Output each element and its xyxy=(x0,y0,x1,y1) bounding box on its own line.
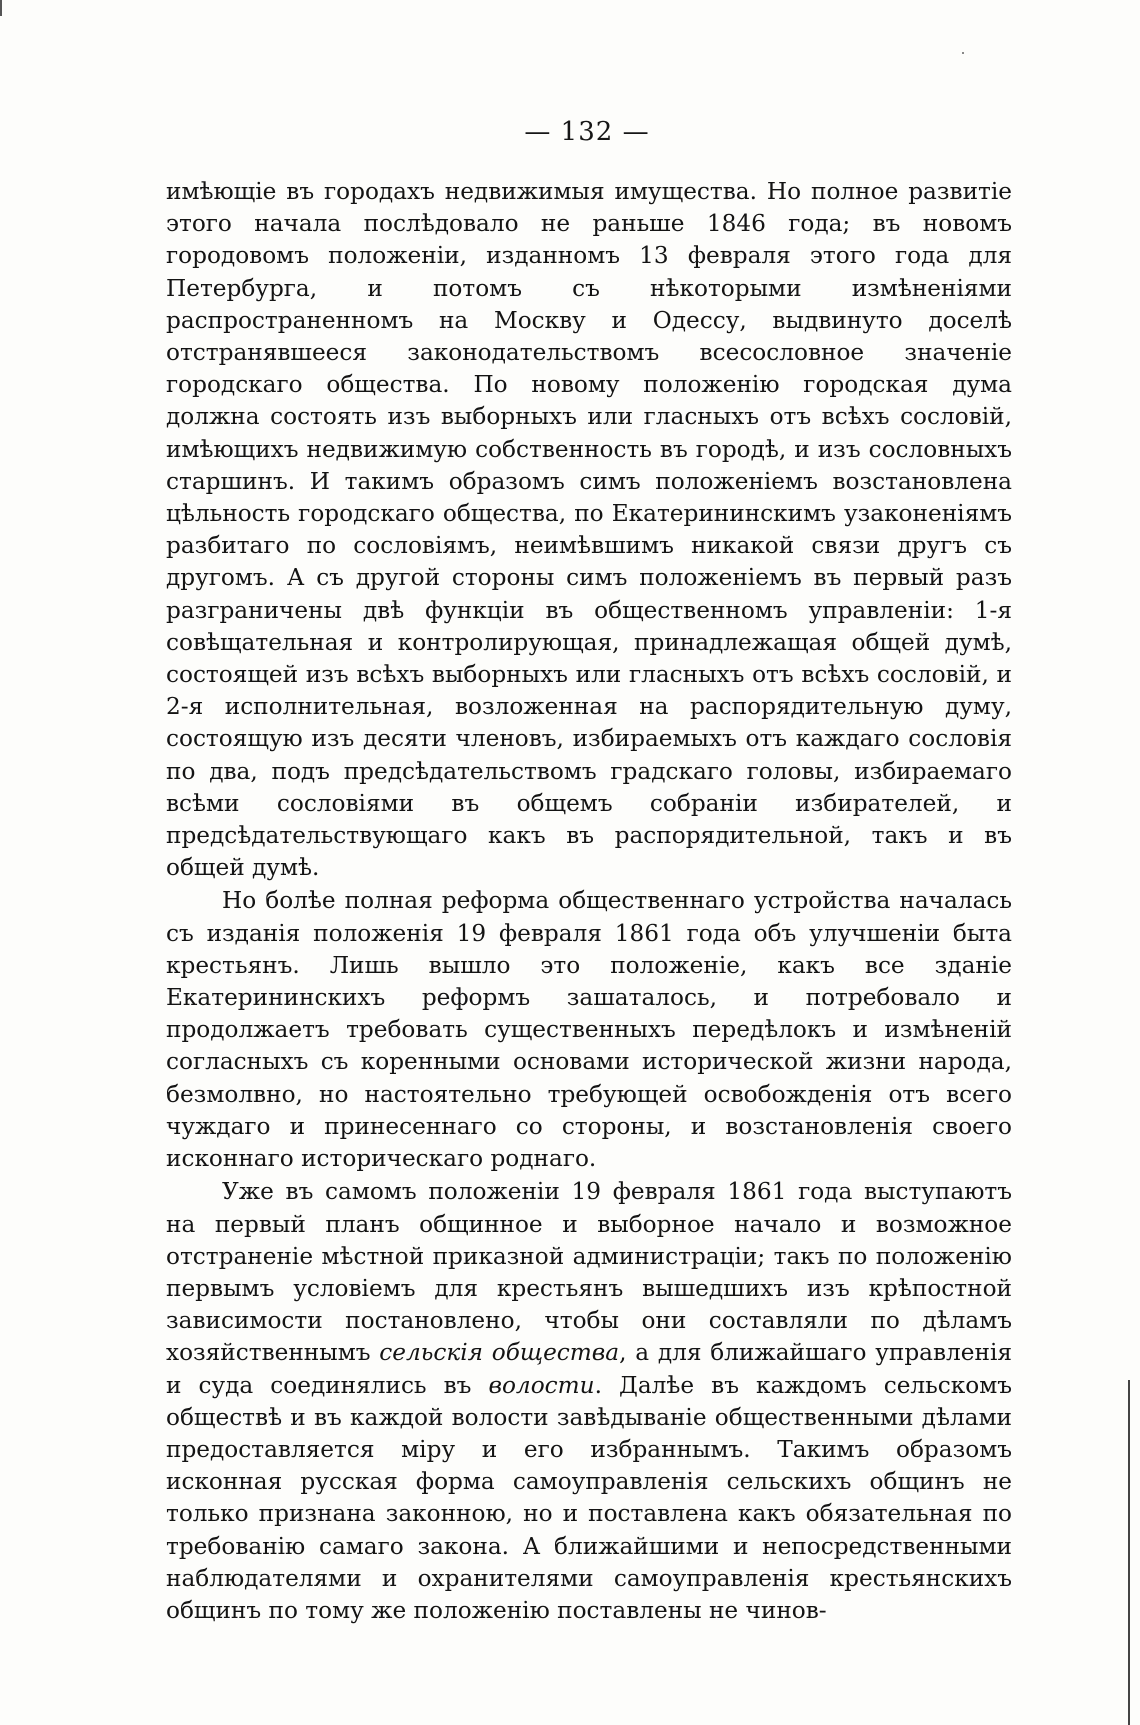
page-number: — 132 — xyxy=(524,117,650,147)
binding-edge-line xyxy=(1128,1380,1130,1725)
italic-term: сельскія общества xyxy=(379,1339,620,1367)
text-segment: имѣющіе въ городахъ недвижимыя имущества. Но полное развитіе этого начала послѣдовало не раньше 1846 года; въ новомъ городовомъ положеніи, изданномъ 13 февраля этого года для Петербурга, и потомъ съ нѣкоторыми измѣненіями распространенномъ на Москву и Одессу, выдвинуто доселѣ отстранявшееся законодательствомъ всесословное значеніе городскаго общества. По новому положенію городская дума должна состоять изъ выборныхъ или гласныхъ отъ всѣхъ сословій, имѣющихъ недвижимую собственность въ городѣ, и изъ сословныхъ старшинъ. И такимъ образомъ симъ положеніемъ возстановлена цѣльность городскаго общества, по Екатерининскимъ узаконеніямъ разбитаго по сословіямъ, неимѣвшимъ никакой связи другъ съ другомъ. А съ другой стороны симъ положеніемъ въ первый разъ разграничены двѣ функціи въ общественномъ управленіи: 1-я совѣщательная и контролирующая, принадлежащая общей думѣ, состоящей изъ всѣхъ выборныхъ или гласныхъ отъ всѣхъ сословій, и 2-я исполнительная, возложенная на распорядительную думу, состоящую изъ десяти членовъ, избираемыхъ отъ каждаго сословія по два, подъ предсѣдательствомъ градскаго головы, избираемаго всѣми сословіями въ общемъ собраніи избирателей, и предсѣдательствующаго какъ въ распорядительной, такъ и въ общей думѣ. xyxy=(166,178,1012,882)
text-segment: . Далѣе въ каждомъ сельскомъ обществѣ и въ каждой волости завѣдываніе общественными дѣлами предоставляется міру и его избраннымъ. Такимъ образомъ исконная русская форма самоуправленія сельскихъ общинъ не только признана законною, но и поставлена какъ обязательная по требованію самаго закона. А ближайшими и непосредственными наблюдателями и охранителями самоуправленія крестьянскихъ общинъ по тому же положенію поставлены не чинов- xyxy=(166,1371,1012,1624)
scan-speck xyxy=(962,52,964,54)
paragraph xyxy=(166,885,1012,1175)
text-segment: Уже въ самомъ положеніи 19 февраля 1861 года выступаютъ на первый планъ общинное и выборное начало и возможное отстраненіе мѣстной приказной администраціи; такъ по положенію первымъ условіемъ для крестьянъ вышедшихъ изъ крѣпостной зависимости постановлено, чтобы они составляли по дѣламъ хозяйственнымъ xyxy=(166,1178,1012,1367)
body-text xyxy=(166,176,1012,1628)
italic-term: волости xyxy=(488,1371,595,1399)
text-segment: , а для ближайшаго управленія и суда соединялись въ xyxy=(166,1339,1012,1399)
paragraph xyxy=(166,1176,1012,1627)
scan-edge-mark xyxy=(0,0,2,16)
text-segment: Но болѣе полная реформа общественнаго устройства началась съ изданія положенія 19 февраля 1861 года объ улучшеніи быта крестьянъ. Лишь вышло это положеніе, какъ все зданіе Екатерининскихъ реформъ зашаталось, и потребовало и продолжаетъ требовать существенныхъ передѣлокъ и измѣненій согласныхъ съ коренными основами исторической жизни народа, безмолвно, но настоятельно требующей освобожденія отъ всего чуждаго и принесеннаго со стороны, и возстановленія своего исконнаго историческаго роднаго. xyxy=(166,887,1012,1173)
paragraph xyxy=(166,176,1012,884)
